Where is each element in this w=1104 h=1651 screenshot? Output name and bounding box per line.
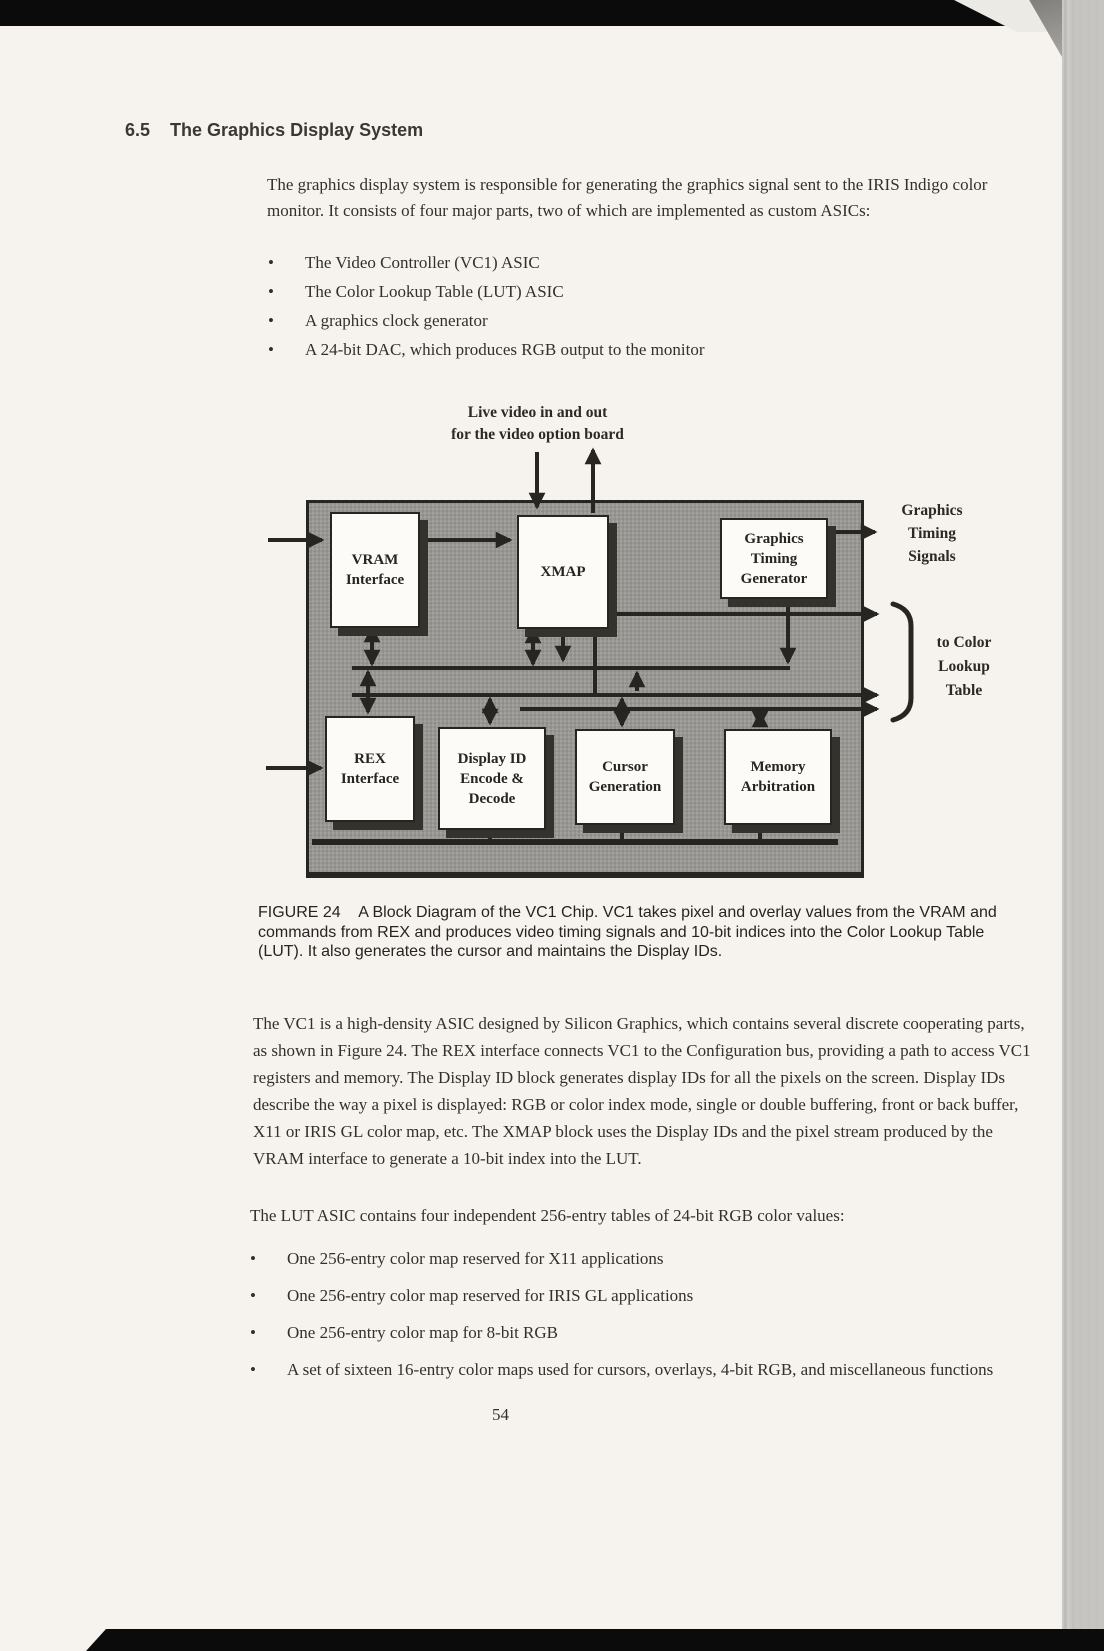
list-item-text: One 256-entry color map reserved for X11 applications xyxy=(287,1249,664,1268)
list-item-text: One 256-entry color map for 8-bit RGB xyxy=(287,1323,558,1342)
live-video-label-line: for the video option board xyxy=(451,426,624,443)
list-item xyxy=(250,1320,1020,1346)
block-label-line: Memory xyxy=(750,759,806,775)
list-item xyxy=(268,337,1008,363)
list-item xyxy=(268,279,1008,305)
intro-bullet-list xyxy=(268,250,1008,366)
section-title: The Graphics Display System xyxy=(170,120,424,140)
to-color-lookup-table-label xyxy=(918,631,1010,703)
block-rex-interface xyxy=(325,716,415,822)
list-item-text: The Video Controller (VC1) ASIC xyxy=(305,253,540,272)
block-label-line: Graphics xyxy=(744,530,804,547)
block-label-line: Arbitration xyxy=(740,779,816,795)
body-paragraph-lut: The LUT ASIC contains four independent 256-entry tables of 24-bit RGB color values: xyxy=(250,1206,845,1225)
figure-caption-text: A Block Diagram of the VC1 Chip. VC1 takes pixel and overlay values from the VRAM and commands from REX and produces video timing signals and 10-bit indices into the Color Lookup Table (LUT). It also generates the cursor and maintains the Display IDs. xyxy=(258,904,997,960)
intro-paragraph: The graphics display system is responsible for generating the graphics signal sent to the IRIS Indigo color monitor. It consists of four major parts, two of which are implemented as custom ASICs: xyxy=(267,175,988,220)
figure-24-block-diagram xyxy=(0,400,1104,880)
list-item xyxy=(268,308,1008,334)
list-item-text: A graphics clock generator xyxy=(305,311,488,330)
block-label-line: Interface xyxy=(345,572,405,588)
live-video-label-line: Live video in and out xyxy=(467,404,608,421)
section-heading xyxy=(125,120,423,141)
list-item xyxy=(250,1246,1020,1272)
side-label-line: Graphics xyxy=(901,502,963,519)
live-video-label xyxy=(385,402,690,446)
side-label-line: Timing xyxy=(908,525,956,542)
list-item xyxy=(268,250,1008,276)
block-label-line: Cursor xyxy=(602,759,648,775)
block-display-id-encode-decode xyxy=(438,727,546,830)
lut-bullet-list xyxy=(250,1246,1020,1394)
list-item-text: One 256-entry color map reserved for IRIS GL applications xyxy=(287,1286,694,1305)
list-item xyxy=(250,1357,1020,1383)
block-label-line: Timing xyxy=(750,550,798,567)
list-item-text: A 24-bit DAC, which produces RGB output to the monitor xyxy=(305,340,705,359)
block-label-line: Encode & xyxy=(460,770,524,787)
list-item-text: A set of sixteen 16-entry color maps used for cursors, overlays, 4-bit RGB, and miscellaneous functions xyxy=(287,1360,994,1379)
figure-caption-label: FIGURE 24 xyxy=(258,904,341,921)
side-label-line: Lookup xyxy=(938,658,990,675)
block-graphics-timing-generator xyxy=(720,518,828,599)
block-xmap xyxy=(517,515,609,629)
block-label-line: Display ID xyxy=(457,750,527,767)
block-cursor-generation xyxy=(575,729,675,825)
block-label-line: Generation xyxy=(588,779,662,795)
block-label-line: Interface xyxy=(340,771,400,787)
list-item-text: The Color Lookup Table (LUT) ASIC xyxy=(305,282,564,301)
block-label-line: VRAM xyxy=(351,552,399,568)
graphics-timing-signals-label xyxy=(882,499,982,568)
side-label-line: to Color xyxy=(936,634,992,651)
block-label-line: Decode xyxy=(468,790,516,807)
side-label-line: Table xyxy=(945,682,983,699)
block-memory-arbitration xyxy=(724,729,832,825)
body-paragraph-vc1: The VC1 is a high-density ASIC designed by Silicon Graphics, which contains several discrete cooperating parts, as shown in Figure 24. The REX interface connects VC1 to the Configuration bus, providing a path to access VC1 registers and memory. The Display ID block generates display IDs for all the pixels on the screen. Display IDs describe the way a pixel is displayed: RGB or color index mode, single or double buffering, front or back buffer, X11 or IRIS GL color map, etc. The XMAP block uses the Display IDs and the pixel stream produced by the VRAM interface to generate a 10-bit index into the LUT. xyxy=(253,1014,1031,1168)
scan-top-black-bar xyxy=(0,0,1104,26)
side-label-line: Signals xyxy=(908,548,956,565)
block-vram-interface xyxy=(330,512,420,628)
scan-bottom-black-bar xyxy=(86,1629,1104,1651)
page-number: 54 xyxy=(492,1405,509,1424)
block-label-line: XMAP xyxy=(540,564,586,580)
block-label-line: Generator xyxy=(740,570,808,587)
block-label-line: REX xyxy=(354,751,386,767)
list-item xyxy=(250,1283,1020,1309)
figure-caption xyxy=(258,903,1020,962)
section-number: 6.5 xyxy=(125,120,151,140)
